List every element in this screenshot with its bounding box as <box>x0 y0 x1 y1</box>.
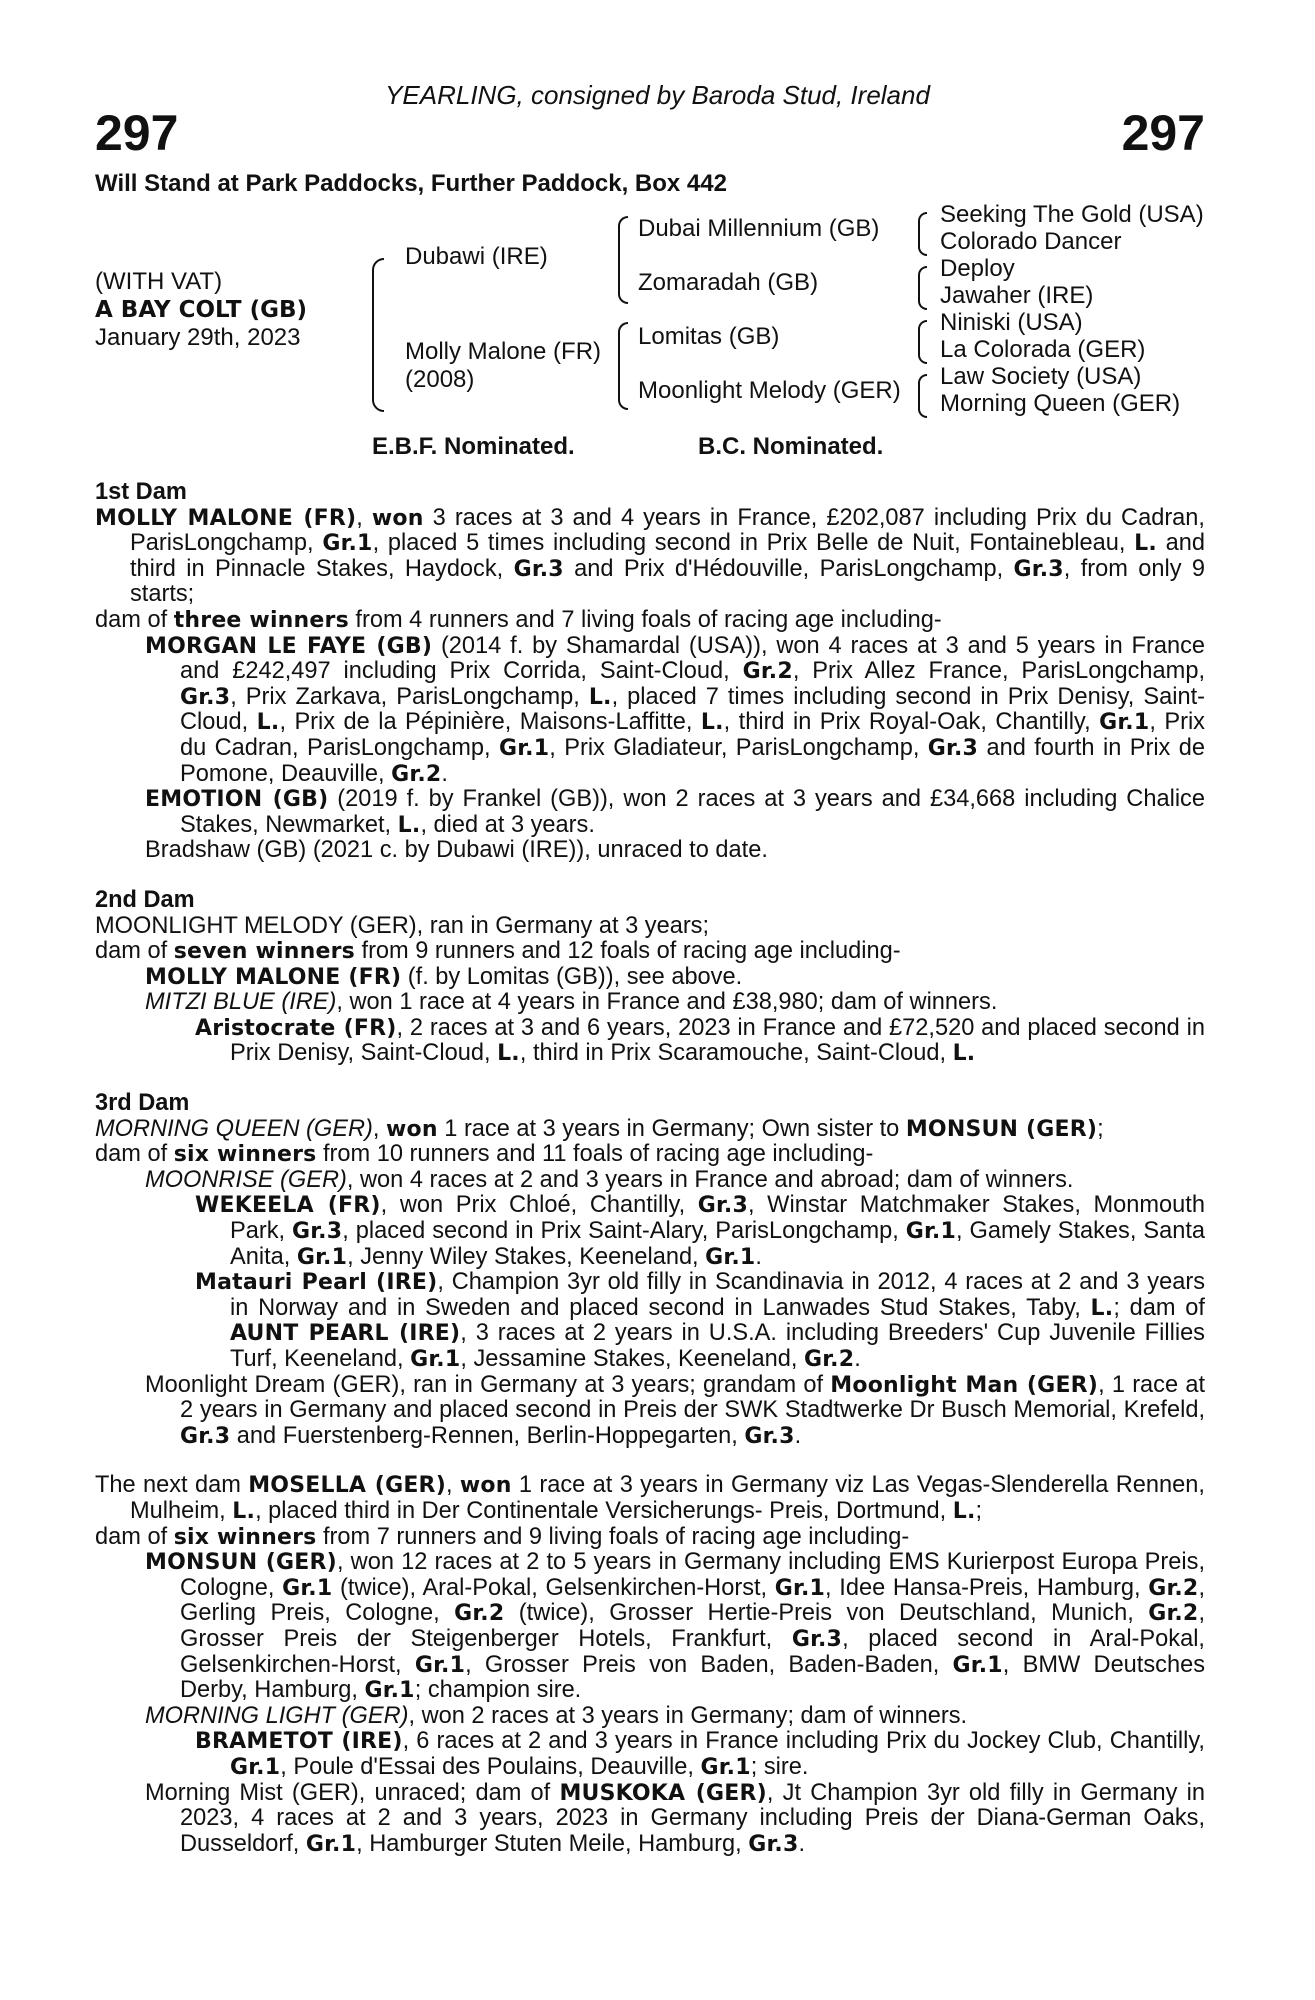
pedigree-ss: Dubai Millennium (GB) <box>638 215 880 242</box>
list-item: MITZI BLUE (IRE), won 1 race at 4 years in France and £38,980; dam of winners. <box>145 989 998 1016</box>
second-dam-entry: MOONLIGHT MELODY (GER), ran in Germany at 3 years; <box>95 912 710 939</box>
first-dam-entry: MOLLY MALONE (FR), won 3 races at 3 and 4 years in France, £202,087 including Prix du Cadran, ParisLongchamp, Gr.1, placed 5 times including second in Prix Belle de Nuit, Fontainebleau, L. and third in Pinnacle Stakes, Haydock, Gr.3 and Prix d'Hédouville, ParisLongchamp, Gr.3, from only 9 starts; <box>95 504 1206 608</box>
pedigree-sd: Zomaradah (GB) <box>638 269 819 296</box>
pedigree-dam-year: (2008) <box>405 366 475 393</box>
pedigree-ssd: Colorado Dancer <box>940 228 1122 255</box>
pedigree-sds: Deploy <box>940 255 1015 282</box>
list-item: MORNING LIGHT (GER), won 2 races at 3 years in Germany; dam of winners. <box>145 1702 968 1729</box>
brace-ds <box>918 320 927 364</box>
pedigree-sss: Seeking The Gold (USA) <box>940 201 1204 228</box>
pedigree-ddd: Morning Queen (GER) <box>940 390 1181 417</box>
vat-note: (WITH VAT) <box>95 268 223 295</box>
brace-sire <box>618 216 628 304</box>
third-dam-produce: dam of six winners from 10 runners and 11 foals of racing age including- <box>95 1141 874 1168</box>
list-item: Bradshaw (GB) (2021 c. by Dubawi (IRE)), unraced to date. <box>145 837 768 864</box>
lot-number-right: 297 <box>1121 105 1205 161</box>
list-item: Matauri Pearl (IRE), Champion 3yr old filly in Scandinavia in 2012, 4 races at 2 and 3 years in Norway and in Sweden and placed second in Lanwades Stud Stakes, Taby, L.; dam of AUNT PEARL (IRE), 3 races at 2 years in U.S.A. including Breeders' Cup Juvenile Fillies Turf, Keeneland, Gr.1, Jessamine Stakes, Keeneland, Gr.2. <box>195 1269 1205 1372</box>
second-dam-produce: dam of seven winners from 9 runners and 12 foals of racing age including- <box>95 938 901 965</box>
next-dam-entry: The next dam MOSELLA (GER), won 1 race at 3 years in Germany viz Las Vegas-Slenderella Rennen, Mulheim, L., placed third in Der Continentale Versicherungs- Preis, Dortmund, L.; <box>95 1472 1205 1524</box>
lot-number-left: 297 <box>95 105 179 161</box>
brace-dam <box>618 322 628 410</box>
pedigree-ds: Lomitas (GB) <box>638 323 780 350</box>
first-dam-produce: dam of three winners from 4 runners and 7 living foals of racing age including- <box>95 606 942 633</box>
list-item: MORGAN LE FAYE (GB) (2014 f. by Shamardal (USA)), won 4 races at 3 and 5 years in France and £242,497 including Prix Corrida, Saint-Cloud, Gr.2, Prix Allez France, ParisLongchamp, Gr.3, Prix Zarkava, ParisLongchamp, L., placed 7 times including second in Prix Denisy, Saint-Cloud, L., Prix de la Pépinière, Maisons-Laffitte, L., third in Prix Royal-Oak, Chantilly, Gr.1, Prix du Cadran, ParisLongchamp, Gr.1, Prix Gladiateur, ParisLongchamp, Gr.3 and fourth in Prix de Pomone, Deauville, Gr.2. <box>145 632 1205 787</box>
list-item: EMOTION (GB) (2019 f. by Frankel (GB)), won 2 races at 3 years and £34,668 including Chalice Stakes, Newmarket, L., died at 3 years. <box>145 786 1205 838</box>
horse-name: A BAY COLT (GB) <box>95 297 308 323</box>
pedigree-dss: Niniski (USA) <box>940 309 1083 336</box>
list-item: Aristocrate (FR), 2 races at 3 and 6 years, 2023 in France and £72,520 and placed second in Prix Denisy, Saint-Cloud, L., third in Prix Scaramouche, Saint-Cloud, L. <box>195 1014 1205 1067</box>
pedigree-dd: Moonlight Melody (GER) <box>638 377 901 404</box>
catalogue-body <box>95 480 1205 1857</box>
ebf-nominated: E.B.F. Nominated. <box>372 433 575 460</box>
pedigree-sdd: Jawaher (IRE) <box>940 282 1094 309</box>
list-item: Moonlight Dream (GER), ran in Germany at 3 years; grandam of Moonlight Man (GER), 1 race at 2 years in Germany and placed second in Preis der SWK Stadtwerke Dr Busch Memorial, Krefeld, Gr.3 and Fuerstenberg-Rennen, Berlin-Hoppegarten, Gr.3. <box>145 1371 1205 1449</box>
brace-sd <box>918 266 927 310</box>
brace-ss <box>918 212 927 256</box>
first-dam-heading: 1st Dam <box>95 479 187 505</box>
pedigree-dsd: La Colorada (GER) <box>940 336 1146 363</box>
brace-dd <box>918 374 927 418</box>
list-item: WEKEELA (FR), won Prix Chloé, Chantilly, Gr.3, Winstar Matchmaker Stakes, Monmouth Park, Gr.3, placed second in Prix Saint-Alary, ParisLongchamp, Gr.1, Gamely Stakes, Santa Anita, Gr.1, Jenny Wiley Stakes, Keeneland, Gr.1. <box>195 1192 1205 1270</box>
brace-main <box>372 258 384 412</box>
next-dam-produce: dam of six winners from 7 runners and 9 living foals of racing age including- <box>95 1523 910 1550</box>
pedigree-sire: Dubawi (IRE) <box>405 243 548 270</box>
pedigree-dam: Molly Malone (FR) <box>405 338 602 365</box>
bc-nominated: B.C. Nominated. <box>698 433 884 460</box>
list-item: MONSUN (GER), won 12 races at 2 to 5 years in Germany including EMS Kurierpost Europa Preis, Cologne, Gr.1 (twice), Aral-Pokal, Gelsenkirchen-Horst, Gr.1, Idee Hansa-Preis, Hamburg, Gr.2, Gerling Preis, Cologne, Gr.2 (twice), Grosser Hertie-Preis von Deutschland, Munich, Gr.2, Grosser Preis der Steigenberger Hotels, Frankfurt, Gr.3, placed second in Aral-Pokal, Gelsenkirchen-Horst, Gr.1, Grosser Preis von Baden, Baden-Baden, Gr.1, BMW Deutsches Derby, Hamburg, Gr.1; champion sire. <box>145 1549 1205 1704</box>
pedigree-dds: Law Society (USA) <box>940 363 1142 390</box>
foaling-date: January 29th, 2023 <box>95 324 301 351</box>
list-item: Morning Mist (GER), unraced; dam of MUSKOKA (GER), Jt Champion 3yr old filly in Germany in 2023, 4 races at 2 and 3 years, 2023 in Germany including Preis der Diana-German Oaks, Dusseldorf, Gr.1, Hamburger Stuten Meile, Hamburg, Gr.3. <box>145 1779 1206 1857</box>
list-item: BRAMETOT (IRE), 6 races at 2 and 3 years in France including Prix du Jockey Club, Chantilly, Gr.1, Poule d'Essai des Poulains, Deauville, Gr.1; sire. <box>195 1728 1205 1780</box>
third-dam-entry: MORNING QUEEN (GER), won 1 race at 3 years in Germany; Own sister to MONSUN (GER); <box>95 1115 1104 1142</box>
stand-location: Will Stand at Park Paddocks, Further Paddock, Box 442 <box>95 170 727 197</box>
consignor-subtitle: YEARLING, consigned by Baroda Stud, Ireland <box>385 80 930 110</box>
list-item: MOLLY MALONE (FR) (f. by Lomitas (GB)), see above. <box>145 963 743 990</box>
second-dam-heading: 2nd Dam <box>95 886 195 913</box>
third-dam-heading: 3rd Dam <box>95 1090 190 1117</box>
list-item: MOONRISE (GER), won 4 races at 2 and 3 years in France and abroad; dam of winners. <box>145 1166 1074 1193</box>
